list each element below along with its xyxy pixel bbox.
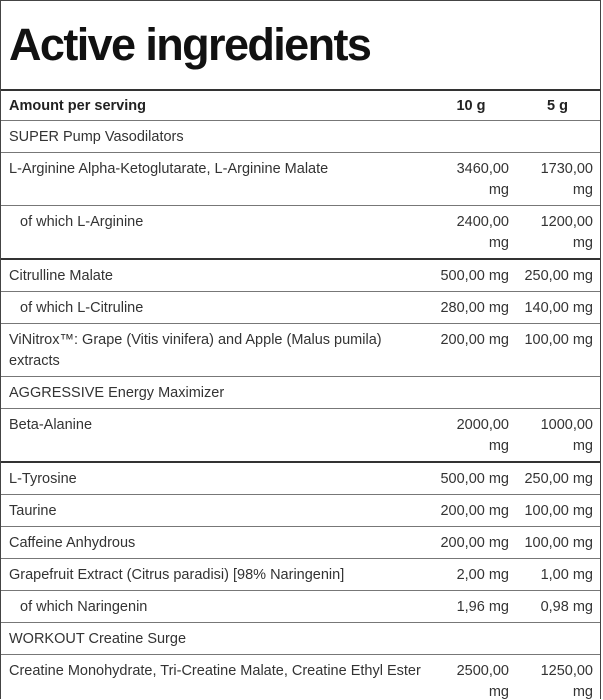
ingredient-name: L-Arginine Alpha-Ketoglutarate, L-Arginine Malate <box>1 153 429 206</box>
amount-5g: 100,00 mg <box>513 495 601 527</box>
table-row <box>1 206 601 260</box>
ingredients-body <box>1 121 601 700</box>
ingredient-name: Caffeine Anhydrous <box>1 527 429 559</box>
ingredient-name: Taurine <box>1 495 429 527</box>
amount-5g: 0,98 mg <box>513 591 601 623</box>
table-row <box>1 462 601 495</box>
header-row <box>1 91 601 121</box>
amount-10g: 2400,00 mg <box>429 206 513 260</box>
group-row <box>1 121 601 153</box>
table-row <box>1 527 601 559</box>
amount-10g <box>429 377 513 409</box>
ingredient-name: Creatine Monohydrate, Tri-Creatine Malate, Creatine Ethyl Ester <box>1 655 429 700</box>
amount-5g: 250,00 mg <box>513 462 601 495</box>
amount-5g <box>513 623 601 655</box>
amount-10g: 200,00 mg <box>429 527 513 559</box>
amount-5g: 1730,00 mg <box>513 153 601 206</box>
table-row <box>1 559 601 591</box>
group-label: WORKOUT Creatine Surge <box>1 623 429 655</box>
table-row <box>1 153 601 206</box>
amount-5g <box>513 377 601 409</box>
table-row <box>1 259 601 292</box>
amount-10g: 1,96 mg <box>429 591 513 623</box>
amount-10g: 2500,00 mg <box>429 655 513 700</box>
amount-5g: 1000,00 mg <box>513 409 601 463</box>
table-row <box>1 409 601 463</box>
amount-10g: 280,00 mg <box>429 292 513 324</box>
amount-10g <box>429 623 513 655</box>
table-row <box>1 591 601 623</box>
ingredient-name: of which L-Citruline <box>1 292 429 324</box>
header-col-5g: 5 g <box>547 98 568 114</box>
ingredient-name: ViNitrox™: Grape (Vitis vinifera) and Apple (Malus pumila) extracts <box>1 324 429 377</box>
group-label: SUPER Pump Vasodilators <box>1 121 429 153</box>
amount-10g: 500,00 mg <box>429 462 513 495</box>
panel-title: Active ingredients <box>1 1 600 91</box>
amount-5g: 1250,00 mg <box>513 655 601 700</box>
ingredient-name: of which Naringenin <box>1 591 429 623</box>
amount-5g: 100,00 mg <box>513 324 601 377</box>
header-col-10g: 10 g <box>456 98 486 114</box>
table-row <box>1 324 601 377</box>
group-row <box>1 623 601 655</box>
ingredient-name: L-Tyrosine <box>1 462 429 495</box>
amount-5g: 140,00 mg <box>513 292 601 324</box>
amount-10g: 500,00 mg <box>429 259 513 292</box>
header-amount-label: Amount per serving <box>9 98 146 114</box>
ingredient-name: Grapefruit Extract (Citrus paradisi) [98% Naringenin] <box>1 559 429 591</box>
amount-10g: 3460,00 mg <box>429 153 513 206</box>
table-row <box>1 292 601 324</box>
amount-5g: 100,00 mg <box>513 527 601 559</box>
amount-5g: 250,00 mg <box>513 259 601 292</box>
ingredient-name: of which L-Arginine <box>1 206 429 260</box>
amount-10g: 200,00 mg <box>429 495 513 527</box>
group-row <box>1 377 601 409</box>
ingredient-name: Beta-Alanine <box>1 409 429 463</box>
ingredients-table <box>1 91 601 699</box>
table-row <box>1 495 601 527</box>
amount-10g: 2000,00 mg <box>429 409 513 463</box>
table-row <box>1 655 601 700</box>
group-label: AGGRESSIVE Energy Maximizer <box>1 377 429 409</box>
amount-5g: 1200,00 mg <box>513 206 601 260</box>
amount-10g: 200,00 mg <box>429 324 513 377</box>
amount-10g: 2,00 mg <box>429 559 513 591</box>
amount-10g <box>429 121 513 153</box>
amount-5g: 1,00 mg <box>513 559 601 591</box>
ingredient-name: Citrulline Malate <box>1 259 429 292</box>
amount-5g <box>513 121 601 153</box>
